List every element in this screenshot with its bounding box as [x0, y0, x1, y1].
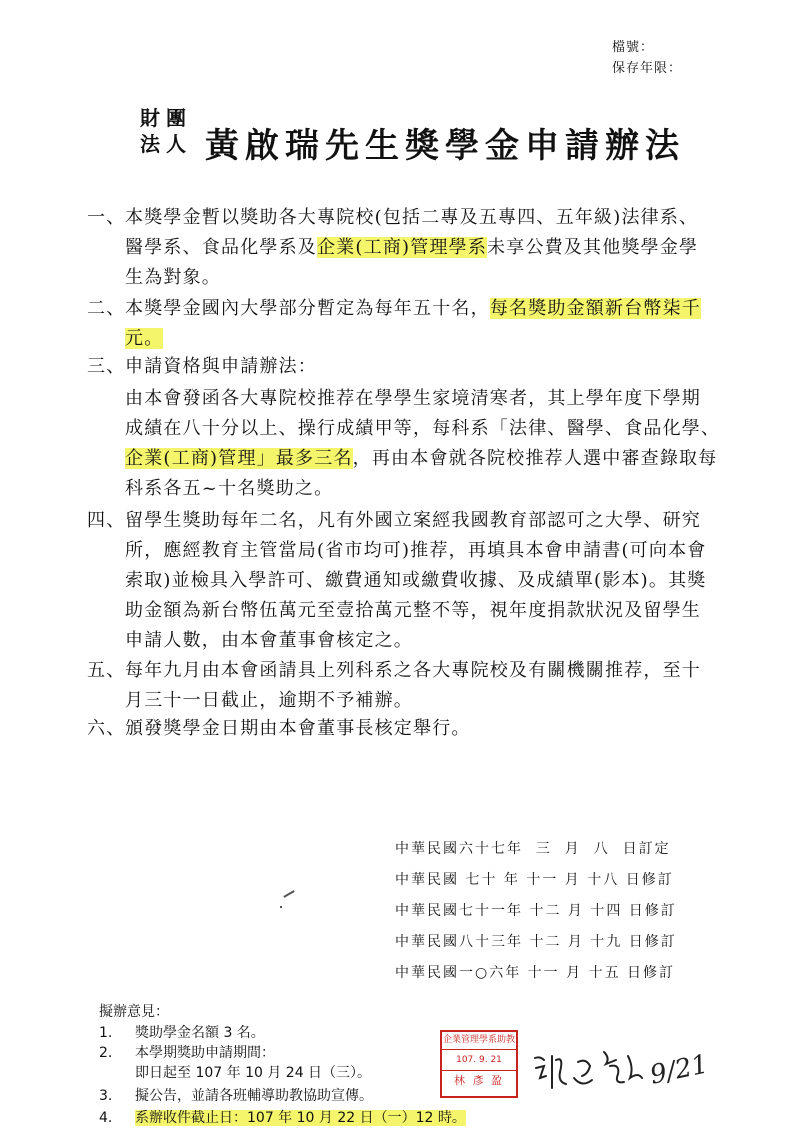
- article-line: 醫學系、食品化學系及企業(工商)管理學系未享公費及其他獎學金學: [125, 237, 699, 258]
- article-line: 所，應經教育主管當局(省市均可)推荐，再填具本會申請書(可向本會: [125, 540, 707, 561]
- article-line: 由本會發函各大專院校推荐在學學生家境清寒者，其上學年度下學期: [125, 388, 701, 409]
- article-line: 申請資格與申請辦法：: [125, 356, 317, 377]
- highlighted-text: 每名獎助金額新台幣柒千: [489, 298, 702, 319]
- note-item: 即日起至 107 年 10 月 24 日（三）。: [135, 1065, 372, 1081]
- highlighted-text: 元。: [125, 328, 164, 349]
- highlighted-text: 企業(工商)管理學系: [317, 237, 488, 258]
- approval-stamp: [440, 1030, 518, 1098]
- article-line: 索取)並檢具入學許可、繳費通知或繳費收據、及成績單(影本)。其獎: [125, 570, 707, 591]
- article-line: [125, 324, 727, 354]
- article-line: 申請人數，由本會董事會核定之。: [125, 630, 413, 651]
- article-number: 三、: [87, 356, 126, 377]
- article-line: 助金額為新台幣伍萬元至壹拾萬元整不等，視年度捐款狀況及留學生: [125, 600, 701, 621]
- document-title: 黃啟瑞先生獎學金申請辦法: [205, 126, 685, 166]
- article-line: 留學生獎助每年二名，凡有外國立案經我國教育部認可之大學、研究: [125, 510, 701, 531]
- article-4: [87, 506, 727, 656]
- article-line: 科系各五~十名獎助之。: [125, 478, 334, 499]
- retention-period-label: 保存年限：: [612, 61, 683, 76]
- stamp-dept: 企業管理學系助教: [442, 1032, 516, 1050]
- article-number: 六、: [87, 718, 126, 739]
- article-line: 本獎學金暫以獎助各大專院校(包括二專及五專四、五年級)法律系、: [125, 207, 699, 228]
- article-line: 每年九月由本會函請具上列科系之各大專院校及有關機關推荐，至十: [125, 660, 701, 681]
- note-item: 3. 擬公告，並請各班輔導助教協助宣傳。: [99, 1088, 373, 1104]
- revision-date: 中華民國六十七年 三 月 八 日訂定: [395, 841, 671, 857]
- article-line: 成績在八十分以上、操行成績甲等，每科系「法律、醫學、食品化學、: [125, 418, 721, 439]
- article-number: 二、: [87, 298, 126, 319]
- article-number: 五、: [87, 660, 126, 681]
- note-item: 2. 本學期獎助申請期間：: [99, 1045, 275, 1061]
- revision-date: 中華民國 七十 年 十一 月 十八 日修訂: [395, 872, 674, 888]
- highlighted-text: 系辦收件截止日：107 年 10 月 22 日（一）12 時。: [135, 1110, 466, 1126]
- article-number: 一、: [87, 207, 126, 228]
- article-5: [87, 656, 727, 716]
- note-item: 1. 獎助學金名額 3 名。: [99, 1025, 265, 1041]
- article-3-body: [125, 384, 725, 504]
- file-number-label: 檔號：: [612, 40, 655, 55]
- org-type-line1: 財團: [140, 106, 192, 130]
- handwritten-date: 9/21: [647, 1049, 711, 1091]
- article-line: 生為對象。: [125, 267, 221, 288]
- revision-history: [395, 838, 677, 993]
- notes-heading: 擬辦意見：: [99, 1004, 169, 1020]
- article-3: [87, 352, 727, 382]
- article-6: [87, 714, 727, 744]
- article-line: 月三十一日截止，逾期不予補辦。: [125, 690, 413, 711]
- article-1: [87, 203, 727, 293]
- stamp-name: 林 彥 盈: [454, 1074, 504, 1087]
- note-item: 4. 系辦收件截止日：107 年 10 月 22 日（一）12 時。: [99, 1110, 466, 1126]
- highlighted-text: 企業(工商)管理」最多三名: [125, 448, 353, 469]
- article-line: 企業(工商)管理」最多三名，再由本會就各院校推荐人選中審查錄取每: [125, 448, 718, 469]
- org-type-line2: 法人: [140, 132, 192, 156]
- revision-date: 中華民國一○六年 十一 月 十五 日修訂: [395, 965, 676, 981]
- article-number: 四、: [87, 510, 126, 531]
- stamp-date: 107. 9. 21: [442, 1050, 516, 1071]
- article-line: 本獎學金國內大學部分暫定為每年五十名，每名獎助金額新台幣柒千: [125, 298, 702, 319]
- article-2: [87, 294, 727, 354]
- scan-mark: [280, 906, 282, 908]
- scan-mark: [283, 890, 294, 898]
- revision-date: 中華民國七十一年 十二 月 十四 日修訂: [395, 903, 677, 919]
- revision-date: 中華民國八十三年 十二 月 十九 日修訂: [395, 934, 677, 950]
- article-line: 頒發獎學金日期由本會董事長核定舉行。: [125, 718, 471, 739]
